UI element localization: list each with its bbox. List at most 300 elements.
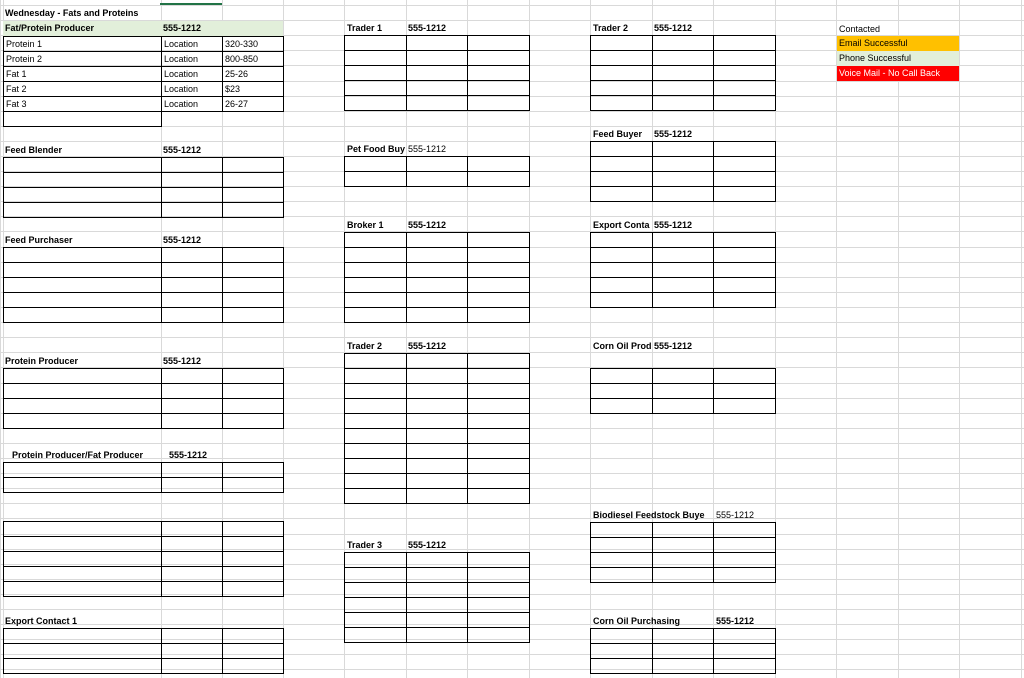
empty-cell[interactable] <box>591 568 653 583</box>
empty-cell[interactable] <box>468 369 530 384</box>
main-header-blank[interactable] <box>222 21 283 36</box>
empty-cell[interactable] <box>468 553 530 568</box>
empty-cell[interactable] <box>591 66 653 81</box>
empty-cell[interactable] <box>653 523 714 538</box>
empty-cell[interactable] <box>407 51 468 66</box>
blank-cell[interactable] <box>4 112 162 127</box>
empty-cell[interactable] <box>468 233 530 248</box>
section-left-phone[interactable]: 555-1212 <box>163 356 202 366</box>
empty-cell[interactable] <box>4 659 162 674</box>
empty-cell[interactable] <box>714 96 776 111</box>
empty-cell[interactable] <box>714 81 776 96</box>
legend-phone-successful[interactable]: Phone Successful <box>837 51 959 66</box>
empty-cell[interactable] <box>714 659 776 674</box>
empty-cell[interactable] <box>345 474 407 489</box>
section-left-label[interactable]: Feed Purchaser <box>5 235 73 245</box>
empty-cell[interactable] <box>4 582 162 597</box>
empty-cell[interactable] <box>407 568 468 583</box>
empty-cell[interactable] <box>4 567 162 582</box>
empty-cell[interactable] <box>345 248 407 263</box>
empty-cell[interactable] <box>468 248 530 263</box>
empty-cell[interactable] <box>223 567 284 582</box>
empty-cell[interactable] <box>714 538 776 553</box>
empty-cell[interactable] <box>407 553 468 568</box>
section-mid-label[interactable]: Trader 3 <box>347 540 383 550</box>
row-location-cell[interactable]: Location <box>162 97 223 112</box>
empty-cell[interactable] <box>407 248 468 263</box>
empty-cell[interactable] <box>468 354 530 369</box>
empty-cell[interactable] <box>223 463 284 478</box>
empty-cell[interactable] <box>162 629 223 644</box>
empty-cell[interactable] <box>345 66 407 81</box>
empty-cell[interactable] <box>4 369 162 384</box>
empty-table <box>3 462 284 493</box>
active-cell-indicator <box>160 3 222 5</box>
empty-cell[interactable] <box>223 293 284 308</box>
empty-cell[interactable] <box>162 552 223 567</box>
empty-cell[interactable] <box>591 553 653 568</box>
row-location-cell[interactable]: Location <box>162 82 223 97</box>
row-name-cell[interactable]: Fat 1 <box>4 67 162 82</box>
table-row <box>591 553 776 568</box>
empty-cell[interactable] <box>407 172 468 187</box>
empty-cell[interactable] <box>653 248 714 263</box>
empty-cell[interactable] <box>407 293 468 308</box>
empty-cell[interactable] <box>162 659 223 674</box>
empty-cell[interactable] <box>591 399 653 414</box>
empty-cell[interactable] <box>223 522 284 537</box>
empty-cell[interactable] <box>223 537 284 552</box>
section-right-label[interactable]: Export Conta <box>593 220 650 230</box>
empty-cell[interactable] <box>653 233 714 248</box>
empty-cell[interactable] <box>345 399 407 414</box>
empty-cell[interactable] <box>345 628 407 643</box>
empty-table <box>344 552 530 643</box>
empty-cell[interactable] <box>162 399 223 414</box>
empty-cell[interactable] <box>345 308 407 323</box>
empty-cell[interactable] <box>468 489 530 504</box>
row-name-cell[interactable]: Protein 2 <box>4 52 162 67</box>
empty-cell[interactable] <box>162 478 223 493</box>
empty-cell[interactable] <box>345 36 407 51</box>
empty-cell[interactable] <box>4 278 162 293</box>
empty-cell[interactable] <box>4 463 162 478</box>
empty-cell[interactable] <box>223 369 284 384</box>
empty-cell[interactable] <box>407 474 468 489</box>
empty-cell[interactable] <box>714 51 776 66</box>
row-location-cell[interactable]: Location <box>162 37 223 52</box>
empty-cell[interactable] <box>653 553 714 568</box>
section-mid-phone[interactable]: 555-1212 <box>408 341 447 351</box>
empty-cell[interactable] <box>4 537 162 552</box>
empty-cell[interactable] <box>4 399 162 414</box>
legend-email-successful[interactable]: Email Successful <box>837 36 959 51</box>
empty-cell[interactable] <box>591 644 653 659</box>
row-name-cell[interactable]: Protein 1 <box>4 37 162 52</box>
empty-cell[interactable] <box>407 399 468 414</box>
empty-cell[interactable] <box>468 414 530 429</box>
empty-cell[interactable] <box>407 369 468 384</box>
empty-cell[interactable] <box>162 463 223 478</box>
empty-table <box>590 368 776 414</box>
empty-cell[interactable] <box>468 51 530 66</box>
empty-cell[interactable] <box>345 568 407 583</box>
empty-cell[interactable] <box>407 354 468 369</box>
empty-cell[interactable] <box>653 538 714 553</box>
empty-cell[interactable] <box>345 444 407 459</box>
empty-cell[interactable] <box>162 293 223 308</box>
empty-cell[interactable] <box>407 429 468 444</box>
empty-cell[interactable] <box>4 248 162 263</box>
empty-cell[interactable] <box>653 172 714 187</box>
empty-cell[interactable] <box>223 384 284 399</box>
empty-cell[interactable] <box>591 96 653 111</box>
empty-cell[interactable] <box>653 629 714 644</box>
empty-cell[interactable] <box>591 233 653 248</box>
empty-cell[interactable] <box>345 414 407 429</box>
empty-cell[interactable] <box>591 263 653 278</box>
empty-cell[interactable] <box>714 293 776 308</box>
section-mid-label[interactable]: Trader 1 <box>347 23 383 33</box>
section-right-label[interactable]: Feed Buyer <box>593 129 643 139</box>
empty-table <box>3 368 284 429</box>
section-right-label[interactable]: Trader 2 <box>593 23 629 33</box>
empty-cell[interactable] <box>468 81 530 96</box>
empty-cell[interactable] <box>345 369 407 384</box>
empty-cell[interactable] <box>223 478 284 493</box>
table-row <box>4 463 284 478</box>
empty-cell[interactable] <box>591 523 653 538</box>
empty-cell[interactable] <box>407 308 468 323</box>
empty-cell[interactable] <box>653 66 714 81</box>
empty-cell[interactable] <box>653 142 714 157</box>
section-right-phone[interactable]: 555-1212 <box>654 341 693 351</box>
empty-cell[interactable] <box>4 203 162 218</box>
empty-cell[interactable] <box>407 489 468 504</box>
section-mid-phone[interactable]: 555-1212 <box>408 144 447 154</box>
section-left-phone[interactable]: 555-1212 <box>163 145 202 155</box>
empty-cell[interactable] <box>591 278 653 293</box>
empty-cell[interactable] <box>162 537 223 552</box>
empty-cell[interactable] <box>162 188 223 203</box>
empty-cell[interactable] <box>714 278 776 293</box>
empty-cell[interactable] <box>653 384 714 399</box>
empty-cell[interactable] <box>591 142 653 157</box>
empty-cell[interactable] <box>223 308 284 323</box>
empty-cell[interactable] <box>591 629 653 644</box>
empty-cell[interactable] <box>223 158 284 173</box>
empty-cell[interactable] <box>407 233 468 248</box>
empty-cell[interactable] <box>4 158 162 173</box>
empty-cell[interactable] <box>591 248 653 263</box>
main-phone[interactable]: 555-1212 <box>161 21 222 36</box>
empty-cell[interactable] <box>653 81 714 96</box>
empty-cell[interactable] <box>407 384 468 399</box>
empty-cell[interactable] <box>345 81 407 96</box>
empty-cell[interactable] <box>407 414 468 429</box>
empty-cell[interactable] <box>591 157 653 172</box>
empty-cell[interactable] <box>714 187 776 202</box>
empty-cell[interactable] <box>345 459 407 474</box>
empty-cell[interactable] <box>162 582 223 597</box>
empty-cell[interactable] <box>468 628 530 643</box>
row-value-cell[interactable]: 26-27 <box>223 97 284 112</box>
empty-cell[interactable] <box>653 278 714 293</box>
empty-cell[interactable] <box>653 399 714 414</box>
table-row <box>591 384 776 399</box>
empty-cell[interactable] <box>653 369 714 384</box>
row-value-cell[interactable]: $23 <box>223 82 284 97</box>
section-mid-label[interactable]: Pet Food Buy <box>347 144 405 154</box>
empty-cell[interactable] <box>468 263 530 278</box>
empty-cell[interactable] <box>591 293 653 308</box>
section-right-phone[interactable]: 555-1212 <box>716 616 755 626</box>
empty-cell[interactable] <box>714 644 776 659</box>
empty-cell[interactable] <box>468 613 530 628</box>
empty-cell[interactable] <box>223 414 284 429</box>
section-left-label[interactable]: Feed Blender <box>5 145 63 155</box>
empty-cell[interactable] <box>407 263 468 278</box>
empty-cell[interactable] <box>468 429 530 444</box>
empty-cell[interactable] <box>407 613 468 628</box>
empty-cell[interactable] <box>345 489 407 504</box>
empty-cell[interactable] <box>468 444 530 459</box>
table-row <box>4 582 284 597</box>
empty-cell[interactable] <box>407 598 468 613</box>
empty-cell[interactable] <box>162 278 223 293</box>
empty-cell[interactable] <box>4 308 162 323</box>
empty-cell[interactable] <box>223 552 284 567</box>
empty-cell[interactable] <box>468 293 530 308</box>
empty-cell[interactable] <box>407 81 468 96</box>
empty-cell[interactable] <box>714 263 776 278</box>
table-row <box>4 158 284 173</box>
empty-cell[interactable] <box>653 187 714 202</box>
empty-table <box>3 521 284 597</box>
empty-cell[interactable] <box>4 293 162 308</box>
row-value-cell[interactable]: 25-26 <box>223 67 284 82</box>
empty-cell[interactable] <box>591 384 653 399</box>
empty-cell[interactable] <box>653 659 714 674</box>
empty-cell[interactable] <box>162 248 223 263</box>
empty-cell[interactable] <box>4 188 162 203</box>
empty-cell[interactable] <box>407 459 468 474</box>
empty-cell[interactable] <box>223 188 284 203</box>
empty-cell[interactable] <box>714 629 776 644</box>
empty-cell[interactable] <box>407 444 468 459</box>
row-value-cell[interactable]: 320-330 <box>223 37 284 52</box>
section-right-phone[interactable]: 555-1212 <box>654 129 693 139</box>
empty-cell[interactable] <box>345 598 407 613</box>
empty-cell[interactable] <box>468 172 530 187</box>
empty-cell[interactable] <box>223 248 284 263</box>
empty-cell[interactable] <box>653 568 714 583</box>
empty-cell[interactable] <box>591 51 653 66</box>
section-mid-label[interactable]: Broker 1 <box>347 220 384 230</box>
empty-cell[interactable] <box>407 157 468 172</box>
empty-cell[interactable] <box>4 263 162 278</box>
empty-cell[interactable] <box>714 553 776 568</box>
empty-cell[interactable] <box>714 36 776 51</box>
empty-cell[interactable] <box>223 629 284 644</box>
empty-cell[interactable] <box>162 522 223 537</box>
empty-cell[interactable] <box>468 96 530 111</box>
empty-cell[interactable] <box>407 583 468 598</box>
empty-cell[interactable] <box>162 384 223 399</box>
blank-cell[interactable] <box>162 112 223 127</box>
empty-cell[interactable] <box>714 66 776 81</box>
empty-cell[interactable] <box>653 293 714 308</box>
section-left-label[interactable]: Protein Producer/Fat Producer <box>12 450 144 460</box>
empty-cell[interactable] <box>4 552 162 567</box>
section-mid-label[interactable]: Trader 2 <box>347 341 383 351</box>
empty-cell[interactable] <box>4 173 162 188</box>
row-name-cell[interactable]: Fat 2 <box>4 82 162 97</box>
empty-cell[interactable] <box>407 278 468 293</box>
empty-cell[interactable] <box>345 263 407 278</box>
empty-cell[interactable] <box>407 36 468 51</box>
legend-voicemail[interactable]: Voice Mail - No Call Back <box>837 66 959 81</box>
table-row <box>345 459 530 474</box>
empty-cell[interactable] <box>407 66 468 81</box>
empty-cell[interactable] <box>714 399 776 414</box>
empty-cell[interactable] <box>345 429 407 444</box>
empty-cell[interactable] <box>345 157 407 172</box>
row-value-cell[interactable]: 800-850 <box>223 52 284 67</box>
empty-cell[interactable] <box>345 96 407 111</box>
section-mid-phone[interactable]: 555-1212 <box>408 540 447 550</box>
table-row <box>345 278 530 293</box>
empty-cell[interactable] <box>591 369 653 384</box>
empty-cell[interactable] <box>468 399 530 414</box>
empty-cell[interactable] <box>653 157 714 172</box>
empty-cell[interactable] <box>345 354 407 369</box>
empty-cell[interactable] <box>223 399 284 414</box>
empty-cell[interactable] <box>223 263 284 278</box>
empty-cell[interactable] <box>345 51 407 66</box>
empty-cell[interactable] <box>468 459 530 474</box>
empty-cell[interactable] <box>468 308 530 323</box>
empty-cell[interactable] <box>4 478 162 493</box>
empty-cell[interactable] <box>591 81 653 96</box>
empty-cell[interactable] <box>714 369 776 384</box>
empty-cell[interactable] <box>714 142 776 157</box>
empty-cell[interactable] <box>223 203 284 218</box>
empty-cell[interactable] <box>407 96 468 111</box>
empty-cell[interactable] <box>4 522 162 537</box>
empty-cell[interactable] <box>223 582 284 597</box>
legend-title[interactable]: Contacted <box>839 24 881 34</box>
empty-cell[interactable] <box>468 568 530 583</box>
empty-cell[interactable] <box>714 157 776 172</box>
empty-cell[interactable] <box>345 613 407 628</box>
empty-cell[interactable] <box>162 263 223 278</box>
empty-cell[interactable] <box>714 233 776 248</box>
section-mid-phone[interactable]: 555-1212 <box>408 220 447 230</box>
empty-cell[interactable] <box>223 173 284 188</box>
empty-cell[interactable] <box>162 308 223 323</box>
empty-cell[interactable] <box>345 172 407 187</box>
empty-cell[interactable] <box>591 172 653 187</box>
section-right-phone[interactable]: 555-1212 <box>654 220 693 230</box>
section-right-label[interactable]: Biodiesel Feedstock Buye <box>593 510 705 520</box>
empty-cell[interactable] <box>162 414 223 429</box>
section-right-label[interactable]: Corn Oil Purchasing <box>593 616 681 626</box>
empty-cell[interactable] <box>345 293 407 308</box>
section-right-phone[interactable]: 555-1212 <box>654 23 693 33</box>
empty-cell[interactable] <box>714 248 776 263</box>
empty-cell[interactable] <box>653 644 714 659</box>
section-right-label[interactable]: Corn Oil Prod <box>593 341 652 351</box>
empty-cell[interactable] <box>591 36 653 51</box>
empty-cell[interactable] <box>653 51 714 66</box>
empty-cell[interactable] <box>468 583 530 598</box>
empty-cell[interactable] <box>714 384 776 399</box>
section-right-phone[interactable]: 555-1212 <box>716 510 755 520</box>
empty-cell[interactable] <box>4 629 162 644</box>
sheet-title[interactable]: Wednesday - Fats and Proteins <box>5 8 139 18</box>
section-left-phone[interactable]: 555-1212 <box>169 450 208 460</box>
empty-cell[interactable] <box>591 659 653 674</box>
empty-cell[interactable] <box>714 172 776 187</box>
table-row <box>345 172 530 187</box>
empty-cell[interactable] <box>591 538 653 553</box>
empty-cell[interactable] <box>223 644 284 659</box>
empty-cell[interactable] <box>591 187 653 202</box>
empty-cell[interactable] <box>345 583 407 598</box>
empty-cell[interactable] <box>345 553 407 568</box>
section-mid-phone[interactable]: 555-1212 <box>408 23 447 33</box>
row-name-cell[interactable]: Fat 3 <box>4 97 162 112</box>
row-location-cell[interactable]: Location <box>162 52 223 67</box>
section-left-label[interactable]: Protein Producer <box>5 356 79 366</box>
empty-cell[interactable] <box>162 173 223 188</box>
empty-cell[interactable] <box>468 66 530 81</box>
empty-cell[interactable] <box>162 158 223 173</box>
empty-cell[interactable] <box>162 567 223 582</box>
empty-cell[interactable] <box>223 278 284 293</box>
empty-cell[interactable] <box>162 369 223 384</box>
empty-cell[interactable] <box>468 474 530 489</box>
row-location-cell[interactable]: Location <box>162 67 223 82</box>
empty-cell[interactable] <box>468 157 530 172</box>
empty-cell[interactable] <box>653 96 714 111</box>
empty-cell[interactable] <box>162 644 223 659</box>
empty-cell[interactable] <box>223 659 284 674</box>
empty-cell[interactable] <box>4 644 162 659</box>
empty-cell[interactable] <box>468 36 530 51</box>
empty-cell[interactable] <box>468 384 530 399</box>
empty-cell[interactable] <box>4 414 162 429</box>
empty-cell[interactable] <box>714 568 776 583</box>
empty-cell[interactable] <box>653 36 714 51</box>
table-row <box>591 369 776 384</box>
empty-cell[interactable] <box>714 523 776 538</box>
empty-cell[interactable] <box>468 278 530 293</box>
empty-cell[interactable] <box>162 203 223 218</box>
empty-cell[interactable] <box>407 628 468 643</box>
empty-table <box>344 353 530 504</box>
empty-cell[interactable] <box>345 233 407 248</box>
empty-cell[interactable] <box>345 384 407 399</box>
empty-cell[interactable] <box>345 278 407 293</box>
empty-cell[interactable] <box>468 598 530 613</box>
main-header[interactable]: Fat/Protein Producer <box>3 21 161 36</box>
empty-cell[interactable] <box>4 384 162 399</box>
section-left-label[interactable]: Export Contact 1 <box>5 616 78 626</box>
section-left-phone[interactable]: 555-1212 <box>163 235 202 245</box>
empty-cell[interactable] <box>653 263 714 278</box>
